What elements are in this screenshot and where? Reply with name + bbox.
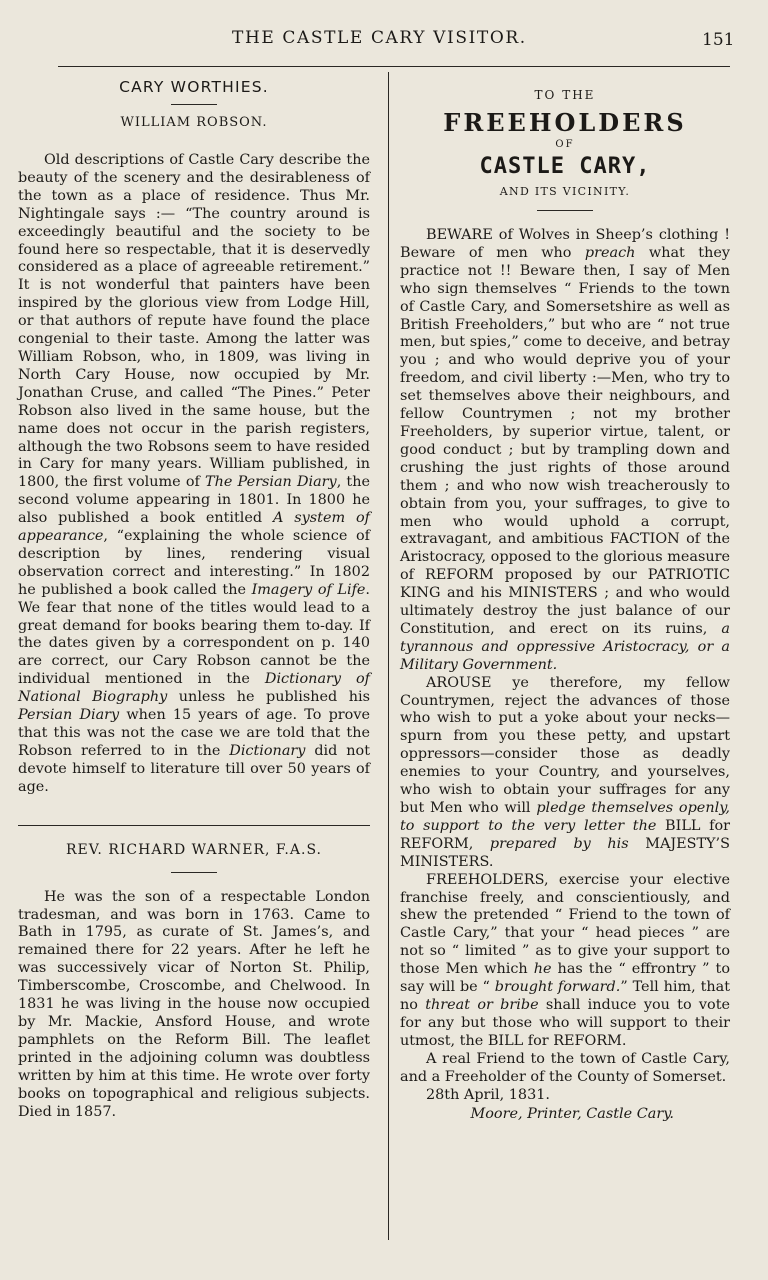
date-line: 28th April, 1831. (426, 1086, 550, 1103)
book-title: Imagery of Life (251, 581, 366, 598)
emphasis: brought forward. (494, 979, 621, 996)
handbill-castle-cary: CASTLE CARY, (479, 154, 651, 179)
text-run: , the second volume appearing in 1801. In 1800 he also published a book entitled (18, 474, 370, 527)
handbill-of: OF (555, 139, 575, 150)
text-run: BILL for REFORM, (400, 817, 730, 852)
emphasis: threat or bribe (425, 996, 539, 1013)
handbill-rule (537, 210, 593, 211)
book-title: A system of appearance (18, 510, 370, 545)
right-column (400, 72, 730, 1122)
warner-paragraph: He was the son of a respectable London tradesman, and was born in 1763. Came to Bath in 1795, as curate of St. James’s, and remained there for 22 years. After he left he was successively vicar of Norton St. Philip, Timberscombe, Croscombe, and Chelwood. In 1831 he was living in the house now occupied by Mr. Mackie, Ansford House, and wrote pamphlets on the Reform Bill. The leaflet printed in the adjoining column was doubtless written by him at this time. He wrote over forty books on topographical and religious subjects. Died in 1857. (18, 888, 370, 1120)
text-run: , “explaining the whole science of description by lines, rendering visual observation correct and interesting.” In 1802 he published a book called the (18, 528, 370, 598)
emphasis: pledge themselves openly, to support to the very letter the (400, 800, 730, 834)
text-run: BEWARE of Wolves in Sheep’s clothing ! Beware of men who (400, 227, 730, 261)
emphasis: a tyrannous and oppressive Aristocracy, or a Military Government. (400, 620, 730, 673)
emphasis: prepared by his (489, 835, 629, 852)
left-column (18, 72, 370, 1121)
text-run: shall induce you to vote for any but those who will support to their utmost, the BILL for REFORM. (400, 996, 730, 1049)
page-number: 151 (702, 30, 735, 50)
book-title: Dictionary (229, 742, 306, 759)
robson-heading: WILLIAM ROBSON. (120, 115, 268, 130)
header-rule (58, 66, 730, 67)
beware-paragraph (400, 227, 730, 675)
handbill-freeholders: FREEHOLDERS (443, 108, 687, 137)
signoff: A real Friend to the town of Castle Cary, and a Freeholder of the County of Somerset. (400, 1050, 730, 1085)
running-header (0, 28, 768, 54)
title-rule (171, 104, 217, 105)
column-divider (388, 72, 389, 1240)
handbill-body (400, 227, 730, 1104)
text-run: what they practice not !! Beware then, I say of Men who sign themselves “ Friends to the town of Castle Cary, and Somersetshire as well as British Freeholders,” but who are “ not true men, but spies,” come to deceive, and betray you ; and who would deprive you of your freedom, and civil liberty :—Men, who try to set themselves above their neighbours, and fellow Countrymen ; not my brother Freeholders, by superior virtue, talent, or good conduct ; but by trampling down and crushing the just rights of those around them ; and who now wish treacherously to obtain from you, your suffrages, to give to men who would uphold a corrupt, extravagant, and ambitious FACTION of the Aristocracy, opposed to the glorious measure of REFORM proposed by our PATRIOTIC KING and his MINISTERS ; and who would ultimately destroy the just balance of our Constitution, and erect on its ruins, (400, 244, 730, 637)
text-run: Old descriptions of Castle Cary describe the beauty of the scenery and the desirableness of the town as a place of residence. Thus Mr. Nightingale says :— “The country around is exceedingly beautiful and the society to be found here so respectable, that it is deservedly considered as a place of agreeable retirement.” It is not wonderful that painters have been inspired by the glorious view from Lodge Hill, or that authors of repute have found the place congenial to their taste. Among the latter was William Robson, who, in 1809, was living in North Cary House, now occupied by Mr. Jonathan Cruse, and called “The Pines.” Peter Robson also lived in the same house, but the name does not occur in the parish registers, although the two Robsons seem to have resided in Cary for many years. William published, in 1800, the first volume of (18, 152, 370, 491)
text-run: has the “ effrontry ” to say will be “ (400, 961, 730, 996)
text-run: unless he published his (167, 689, 371, 706)
printer-imprint: Moore, Printer, Castle Cary. (470, 1106, 674, 1123)
text-run: . We fear that none of the titles would lead to a great demand for books bearing them to-day. If the dates given by a correspondent on p. 140 are correct, our Cary Robson cannot be the individual mentioned in the (18, 581, 370, 688)
section-title: CARY WORTHIES. (119, 78, 269, 96)
freeholders-paragraph (400, 872, 730, 1051)
warner-heading: REV. RICHARD WARNER, F.A.S. (66, 841, 322, 858)
handbill-vicinity: AND ITS VICINITY. (499, 185, 631, 198)
text-run: did not devote himself to literature till over 50 years of age. (18, 742, 371, 795)
robson-article (18, 152, 370, 797)
warner-rule (171, 872, 217, 873)
robson-paragraph (18, 152, 370, 797)
book-title: Persian Diary (18, 707, 120, 724)
book-title: The Persian Diary (205, 474, 337, 491)
arouse-paragraph (400, 675, 730, 872)
text-run: MAJESTY’S MINISTERS. (400, 835, 730, 870)
text-run: ” Tell him, that no (400, 979, 731, 1013)
text-run: AROUSE ye therefore, my fellow Countrymen, reject the advances of those who wish to put a yoke about your necks—spurn from you these petty, and upstart oppressors—consider those as deadly enemies to your Country, and yourselves, who wish to obtain your suffrages for any but Men who will (400, 674, 730, 816)
text-run: FREEHOLDERS, exercise your elective franchise freely, and conscientiously, and shew the pretended “ Friend to the town of Castle Cary,” that your “ head pieces ” are not so “ limited ” as to give your support to those Men which (400, 871, 730, 978)
emphasis: preach (584, 244, 636, 261)
emphasis: he (533, 961, 552, 978)
warner-article (18, 889, 370, 1122)
section-divider (18, 825, 370, 826)
running-title: THE CASTLE CARY VISITOR. (232, 28, 527, 48)
handbill-to-the: TO THE (534, 88, 596, 102)
text-run: when 15 years of age. To prove that this was not the case we are told that the Robson referred to in the (18, 707, 370, 759)
book-title: Dictionary of National Biography (18, 671, 370, 706)
